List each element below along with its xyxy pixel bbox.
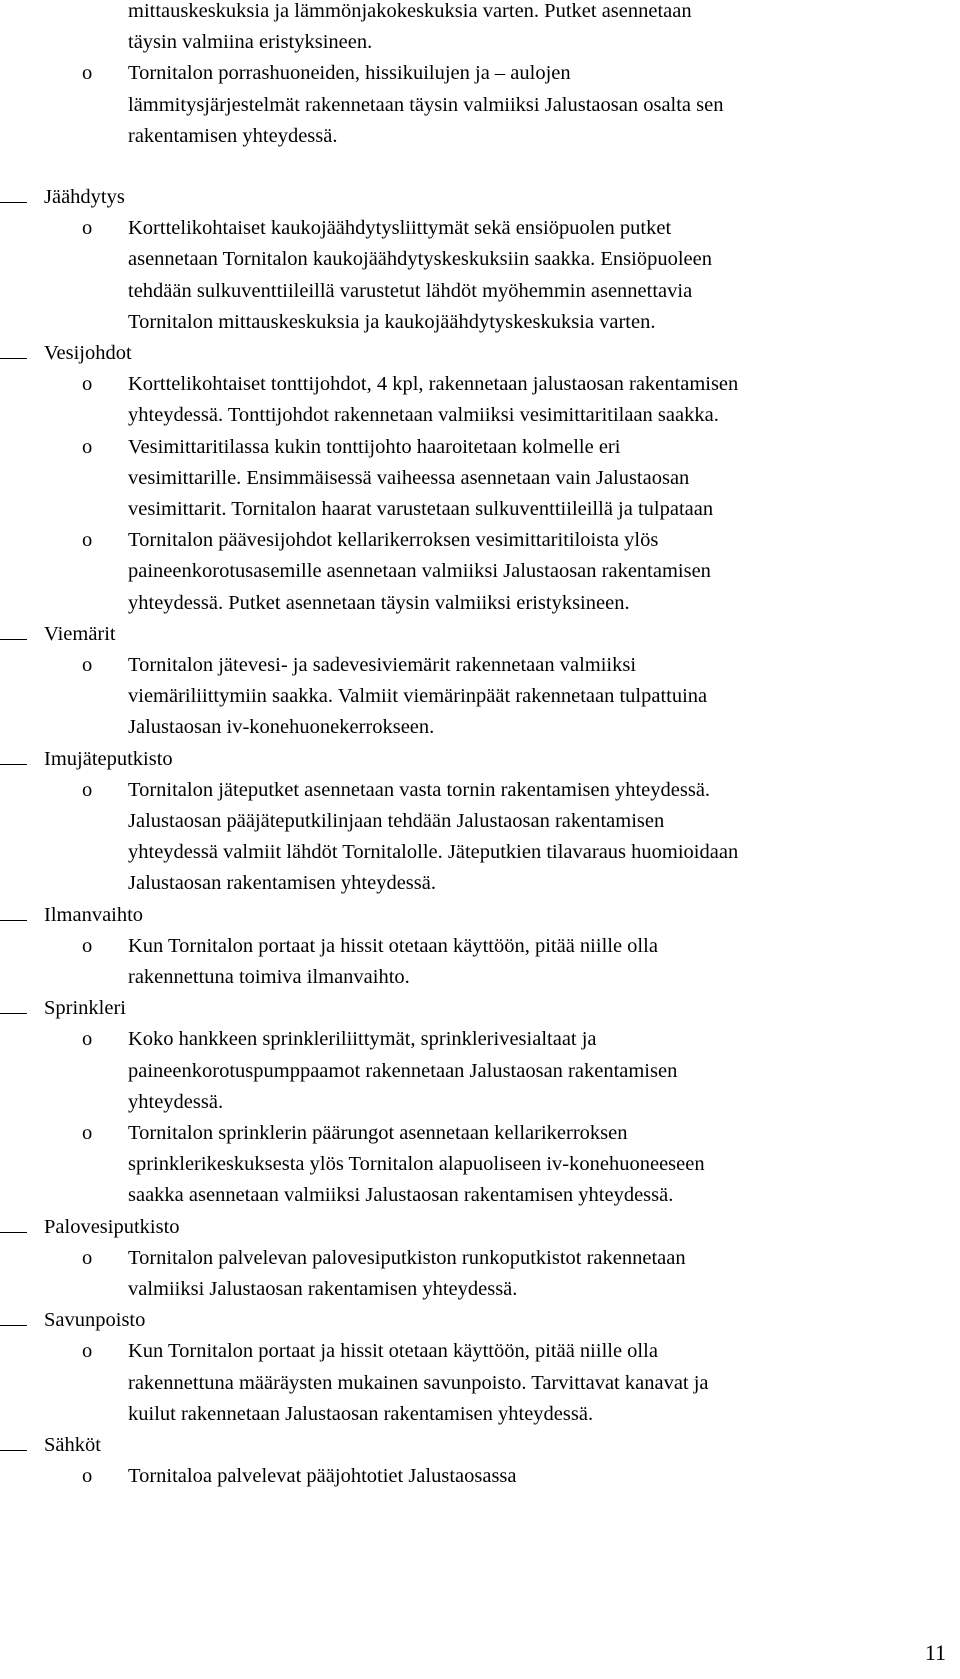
bullet-line: Tornitalon jäteputket asennetaan vasta tornin rakentamisen yhteydessä. [128,778,711,801]
bullet-line: Tornitalon mittauskeskuksia ja kaukojäähdytyskeskuksia varten. [128,310,656,333]
bullet-line: Tornitalon jätevesi- ja sadevesiviemärit rakennetaan valmiiksi [128,654,637,676]
bullet-line: valmiiksi Jalustaosan rakentamisen yhteydessä. [128,1278,518,1300]
bullet-line: Jalustaosan pääjäteputkilinjaan tehdään Jalustaosan rakentamisen [128,810,665,832]
bullet-line: tehdään sulkuventtiileillä varustetut lähdöt myöhemmin asennettavia [128,279,693,302]
bullet-marker: o [82,778,93,801]
section-dash [0,1013,27,1014]
bullet-line: sprinklerikeskuksesta ylös Tornitalon alapuoliseen iv-konehuoneeseen [128,1153,705,1176]
section-dash [0,764,27,765]
bullet-marker: o [82,1340,93,1363]
bullet-line: viemäriliittymiin saakka. Valmiit viemärinpäät rakennetaan tulpattuina [128,685,708,708]
bullet-line: Korttelikohtaiset tonttijohdot, 4 kpl, rakennetaan jalustaosan rakentamisen [128,373,739,396]
bullet-marker: o [82,654,93,676]
section-dash [0,639,27,640]
bullet-marker: o [82,435,93,458]
section-dash [0,202,27,203]
bullet-marker: o [82,62,93,85]
section-title: Savunpoisto [44,1309,146,1332]
bullet-marker: o [82,1122,93,1144]
bullet-marker: o [82,1465,93,1488]
section-title: Imujäteputkisto [44,747,173,770]
section-dash [0,920,27,921]
section-dash [0,1325,27,1326]
bullet-line: vesimittarille. Ensimmäisessä vaiheessa asennetaan vain Jalustaosan [128,466,690,489]
bullet-line: yhteydessä. Putket asennetaan täysin valmiiksi eristyksineen. [128,591,630,614]
section-title: Sähköt [44,1434,101,1456]
page-number: 11 [924,1640,946,1665]
bullet-line: asennetaan Tornitalon kaukojäähdytyskeskuksiin saakka. Ensiöpuoleen [128,248,712,271]
section-dash [0,1232,27,1233]
section-dash [0,1450,27,1451]
bullet-line: paineenkorotuspumppaamot rakennetaan Jalustaosan rakentamisen [128,1059,678,1082]
bullet-line: yhteydessä. Tonttijohdot rakennetaan valmiiksi vesimittaritilaan saakka. [128,404,719,427]
bullet-line: Tornitalon sprinklerin päärungot asennetaan kellarikerroksen [128,1122,628,1144]
paragraph-line: täysin valmiina eristyksineen. [128,31,373,54]
section-title: Viemärit [44,622,116,645]
section-title: Sprinkleri [44,997,126,1020]
section-title: Vesijohdot [44,342,132,364]
bullet-line: Vesimittaritilassa kukin tonttijohto haaroitetaan kolmelle eri [128,435,621,458]
bullet-line: paineenkorotusasemille asennetaan valmiiksi Jalustaosan rakentamisen [128,560,711,583]
section-dash [0,358,27,359]
bullet-line: Tornitaloa palvelevat pääjohtotiet Jalustaosassa [128,1465,517,1488]
bullet-line: saakka asennetaan valmiiksi Jalustaosan rakentamisen yhteydessä. [128,1184,674,1207]
bullet-line: Tornitalon palvelevan palovesiputkiston runkoputkistot rakennetaan [128,1246,686,1269]
bullet-line: Tornitalon päävesijohdot kellarikerroksen vesimittaritiloista ylös [128,529,659,552]
bullet-line: Kun Tornitalon portaat ja hissit otetaan käyttöön, pitää niille olla [128,1340,658,1363]
bullet-line: vesimittarit. Tornitalon haarat varustetaan sulkuventtiileillä ja tulpataan [128,498,714,520]
bullet-line: rakennettuna toimiva ilmanvaihto. [128,966,410,988]
bullet-line: Korttelikohtaiset kaukojäähdytysliittymät sekä ensiöpuolen putket [128,217,672,240]
bullet-marker: o [82,1246,93,1269]
bullet-line: kuilut rakennetaan Jalustaosan rakentamisen yhteydessä. [128,1402,594,1425]
bullet-line: rakennettuna määräysten mukainen savunpoisto. Tarvittavat kanavat ja [128,1371,709,1394]
bullet-marker: o [82,1028,93,1051]
bullet-line: Koko hankkeen sprinkleriliittymät, sprinklerivesialtaat ja [128,1028,597,1051]
bullet-line: Jalustaosan rakentamisen yhteydessä. [128,872,436,895]
bullet-line: Kun Tornitalon portaat ja hissit otetaan käyttöön, pitää niille olla [128,934,658,957]
bullet-line: yhteydessä. [128,1090,224,1113]
bullet-marker: o [82,529,93,552]
bullet-marker: o [82,934,93,957]
section-title: Ilmanvaihto [44,903,144,926]
bullet-line: yhteydessä valmiit lähdöt Tornitalolle. Jäteputkien tilavaraus huomioidaan [128,841,739,864]
bullet-line: rakentamisen yhteydessä. [128,124,338,147]
bullet-line: Jalustaosan iv-konehuonekerrokseen. [128,716,435,739]
section-title: Jäähdytys [44,186,125,208]
section-title: Palovesiputkisto [44,1215,180,1238]
bullet-line: Tornitalon porrashuoneiden, hissikuilujen ja – aulojen [128,62,571,85]
bullet-line: lämmitysjärjestelmät rakennetaan täysin valmiiksi Jalustaosan osalta sen [128,93,724,116]
bullet-marker: o [82,217,93,240]
paragraph-line: mittauskeskuksia ja lämmönjakokeskuksia varten. Putket asennetaan [128,0,692,22]
bullet-marker: o [82,373,93,396]
